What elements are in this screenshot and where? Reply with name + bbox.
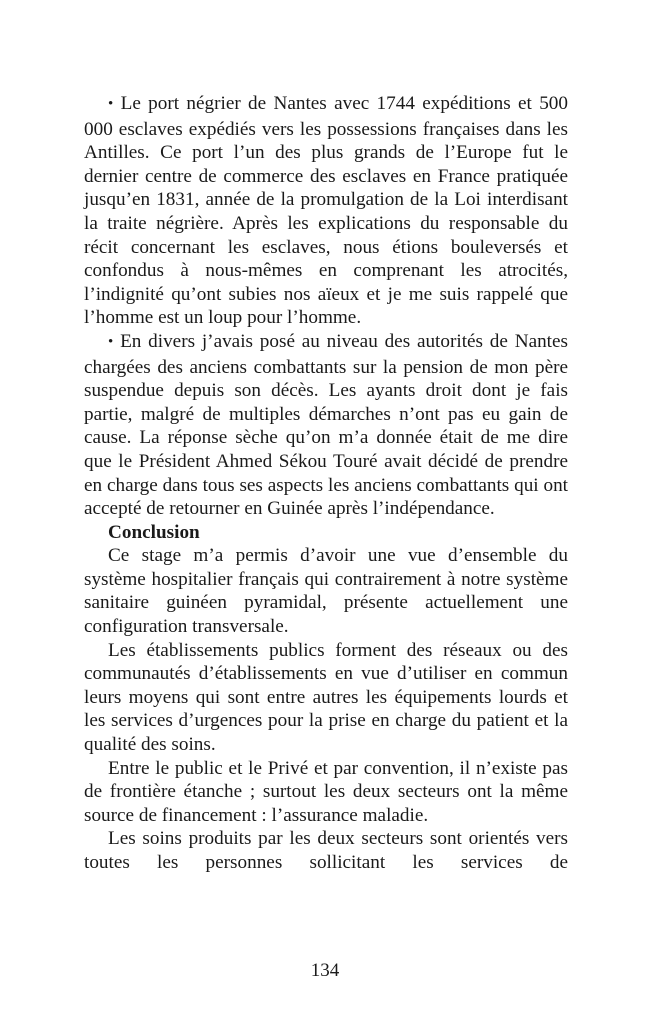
body-paragraph-2: Les établissements publics forment des réseaux ou des communautés d’établissements en vue d’utiliser en commun leurs moyens qui sont entre autres les équipements lourds et les services d’urgences pour la prise en charge du patient et la qualité des soins. bbox=[84, 639, 568, 756]
paragraph-text: En divers j’avais posé au niveau des autorités de Nantes chargées des anciens combattants sur la pension de mon père suspendue depuis son décès. Les ayants droit dont je fais partie, malgré de multiples démarches n’ont pas eu gain de cause. La réponse sèche qu’on m’a donnée était de me dire que le Président Ahmed Sékou Touré avait décidé de prendre en charge dans tous ses aspects les anciens combattants qui ont accepté de retourner en Guinée après l’indépendance. bbox=[84, 330, 568, 520]
body-paragraph-3: Entre le public et le Privé et par convention, il n’existe pas de frontière étanche ; surtout les deux secteurs ont la même source de financement : l’assurance maladie. bbox=[84, 757, 568, 826]
bullet-paragraph-2 bbox=[84, 330, 568, 521]
page-number: 134 bbox=[310, 960, 340, 981]
body-paragraph-4: Les soins produits par les deux secteurs sont orientés vers toutes les personnes sollicitant les services de bbox=[84, 828, 568, 873]
page-body bbox=[84, 92, 568, 875]
section-heading: Conclusion bbox=[108, 521, 200, 543]
bullet-icon: • bbox=[108, 333, 114, 350]
bullet-paragraph-1 bbox=[84, 92, 568, 330]
bullet-icon: • bbox=[108, 96, 114, 112]
paragraph-text: Le port négrier de Nantes avec 1744 expéditions et 500 000 esclaves expédiés vers les possessions françaises dans les Antilles. Ce port l’un des plus grands de l’Europe fut le dernier centre de commerce des esclaves en France pratiquée jusqu’en 1831, année de la promulgation de la Loi interdisant la traite négrière. Après les explications du responsable du récit concernant les esclaves, nous étions bouleversés et confondus à nous-mêmes en comprenant les atrocités, l’indignité qu’ont subies nos aïeux et je me suis rappelé que l’homme est un loup pour l’homme. bbox=[84, 93, 568, 329]
body-paragraph-1: Ce stage m’a permis d’avoir une vue d’ensemble du système hospitalier français qui contrairement à notre système sanitaire guinéen pyramidal, présente actuellement une configuration transversale. bbox=[84, 545, 568, 638]
